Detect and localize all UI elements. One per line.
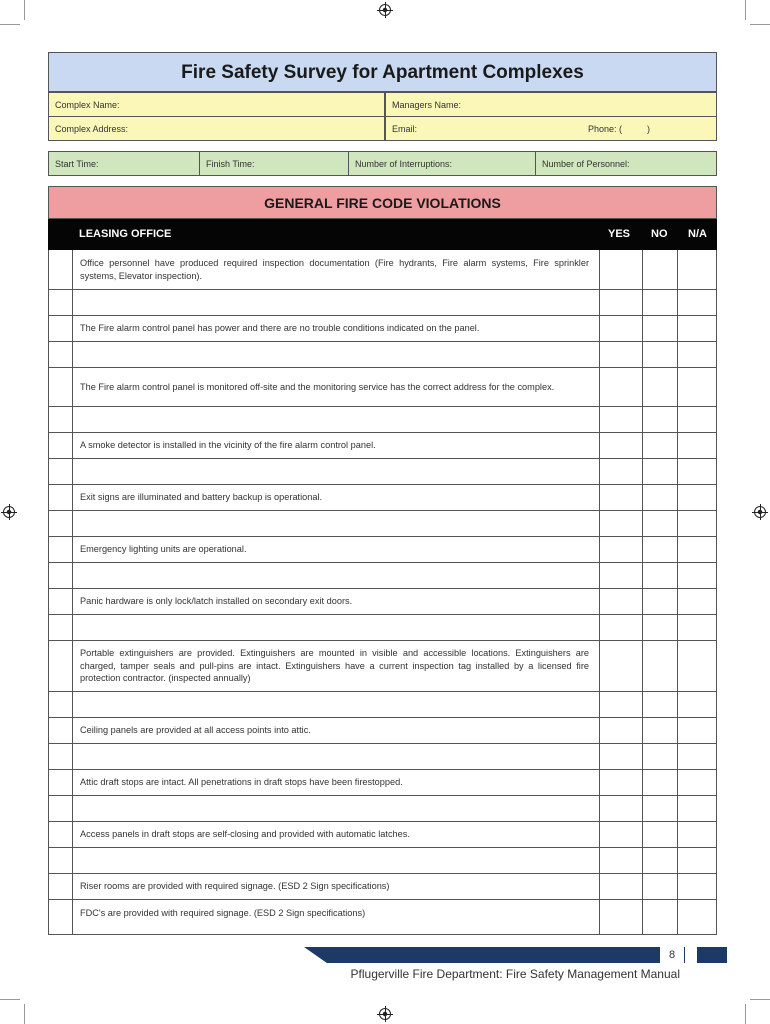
table-row xyxy=(49,873,716,899)
row-text: Riser rooms are provided with required signage. (ESD 2 Sign specifications) xyxy=(73,874,600,899)
footer-block xyxy=(697,947,727,963)
section-heading: GENERAL FIRE CODE VIOLATIONS xyxy=(48,186,717,219)
yes-checkbox[interactable] xyxy=(600,433,643,458)
row-text xyxy=(73,615,600,640)
registration-mark-icon xyxy=(754,506,766,518)
na-checkbox[interactable] xyxy=(678,615,717,640)
no-checkbox[interactable] xyxy=(643,822,678,847)
na-checkbox[interactable] xyxy=(678,433,717,458)
table-row xyxy=(49,510,716,536)
no-checkbox[interactable] xyxy=(643,744,678,769)
yes-checkbox[interactable] xyxy=(600,368,643,406)
yes-checkbox[interactable] xyxy=(600,615,643,640)
row-text xyxy=(73,511,600,536)
no-checkbox[interactable] xyxy=(643,848,678,873)
yes-checkbox[interactable] xyxy=(600,459,643,484)
yes-checkbox[interactable] xyxy=(600,770,643,795)
checklist-table xyxy=(48,250,717,935)
row-text xyxy=(73,290,600,315)
row-text: Office personnel have produced required inspection documentation (Fire hydrants, Fire alarm systems, Fire sprinkler systems, Elevator inspection). xyxy=(73,250,600,289)
table-row xyxy=(49,640,716,691)
table-row xyxy=(49,367,716,406)
na-checkbox[interactable] xyxy=(678,589,717,614)
complex-address-field[interactable] xyxy=(48,116,385,141)
na-header: N/A xyxy=(688,228,707,240)
no-checkbox[interactable] xyxy=(643,368,678,406)
yes-checkbox[interactable] xyxy=(600,874,643,899)
yes-checkbox[interactable] xyxy=(600,342,643,367)
no-checkbox[interactable] xyxy=(643,874,678,899)
row-text xyxy=(73,459,600,484)
yes-checkbox[interactable] xyxy=(600,537,643,562)
yes-checkbox[interactable] xyxy=(600,641,643,691)
email-field[interactable] xyxy=(385,116,717,141)
complex-name-label: Complex Name: xyxy=(55,99,120,110)
no-checkbox[interactable] xyxy=(643,563,678,588)
manual-title: Pflugerville Fire Department: Fire Safety Management Manual xyxy=(350,967,680,981)
na-checkbox[interactable] xyxy=(678,770,717,795)
registration-mark-icon xyxy=(379,1008,391,1020)
crop-mark xyxy=(745,1004,746,1024)
no-checkbox[interactable] xyxy=(643,459,678,484)
start-time-label: Start Time: xyxy=(55,158,99,169)
na-checkbox[interactable] xyxy=(678,848,717,873)
managers-name-field[interactable] xyxy=(385,92,717,117)
yes-checkbox[interactable] xyxy=(600,316,643,341)
row-text xyxy=(73,796,600,821)
no-checkbox[interactable] xyxy=(643,511,678,536)
table-row xyxy=(49,847,716,873)
na-checkbox[interactable] xyxy=(678,316,717,341)
crop-mark xyxy=(0,24,20,25)
no-checkbox[interactable] xyxy=(643,641,678,691)
crop-mark xyxy=(0,999,20,1000)
table-row xyxy=(49,743,716,769)
na-checkbox[interactable] xyxy=(678,744,717,769)
no-checkbox[interactable] xyxy=(643,485,678,510)
no-checkbox[interactable] xyxy=(643,718,678,743)
yes-checkbox[interactable] xyxy=(600,796,643,821)
registration-mark-icon xyxy=(3,506,15,518)
yes-checkbox[interactable] xyxy=(600,589,643,614)
na-checkbox[interactable] xyxy=(678,290,717,315)
crop-mark xyxy=(24,1004,25,1024)
finish-time-field[interactable] xyxy=(199,151,349,176)
no-checkbox[interactable] xyxy=(643,290,678,315)
table-row xyxy=(49,795,716,821)
page-number: 8 xyxy=(660,947,684,963)
table-row xyxy=(49,614,716,640)
no-checkbox[interactable] xyxy=(643,900,678,934)
na-checkbox[interactable] xyxy=(678,641,717,691)
table-row xyxy=(49,691,716,717)
na-checkbox[interactable] xyxy=(678,900,717,934)
personnel-label: Number of Personnel: xyxy=(542,158,630,169)
yes-header: YES xyxy=(608,228,631,240)
managers-name-label: Managers Name: xyxy=(392,99,462,110)
yes-checkbox[interactable] xyxy=(600,718,643,743)
table-row xyxy=(49,458,716,484)
no-checkbox[interactable] xyxy=(643,589,678,614)
row-text: A smoke detector is installed in the vicinity of the fire alarm control panel. xyxy=(73,433,600,458)
crop-mark xyxy=(750,999,770,1000)
row-text: Exit signs are illuminated and battery backup is operational. xyxy=(73,485,600,510)
yes-checkbox[interactable] xyxy=(600,822,643,847)
na-checkbox[interactable] xyxy=(678,537,717,562)
row-text xyxy=(73,692,600,717)
interruptions-field[interactable] xyxy=(348,151,536,176)
no-header: NO xyxy=(651,228,668,240)
na-checkbox[interactable] xyxy=(678,459,717,484)
na-checkbox[interactable] xyxy=(678,563,717,588)
row-text: Access panels in draft stops are self-closing and provided with automatic latches. xyxy=(73,822,600,847)
no-checkbox[interactable] xyxy=(643,615,678,640)
yes-checkbox[interactable] xyxy=(600,744,643,769)
table-row xyxy=(49,406,716,432)
table-row xyxy=(49,588,716,614)
yes-checkbox[interactable] xyxy=(600,407,643,432)
table-row xyxy=(49,821,716,847)
no-checkbox[interactable] xyxy=(643,770,678,795)
no-checkbox[interactable] xyxy=(643,537,678,562)
na-checkbox[interactable] xyxy=(678,718,717,743)
page-title: Fire Safety Survey for Apartment Complexes xyxy=(48,52,717,92)
table-row xyxy=(49,484,716,510)
table-row xyxy=(49,769,716,795)
na-checkbox[interactable] xyxy=(678,368,717,406)
row-text: FDC's are provided with required signage. (ESD 2 Sign specifications) xyxy=(73,900,600,934)
yes-checkbox[interactable] xyxy=(600,692,643,717)
na-checkbox[interactable] xyxy=(678,796,717,821)
na-checkbox[interactable] xyxy=(678,485,717,510)
yes-checkbox[interactable] xyxy=(600,848,643,873)
start-time-field[interactable] xyxy=(48,151,200,176)
crop-mark xyxy=(745,0,746,20)
na-checkbox[interactable] xyxy=(678,692,717,717)
personnel-field[interactable] xyxy=(535,151,717,176)
table-row xyxy=(49,536,716,562)
yes-checkbox[interactable] xyxy=(600,563,643,588)
crop-mark xyxy=(24,0,25,20)
table-row xyxy=(49,315,716,341)
row-text: Emergency lighting units are operational. xyxy=(73,537,600,562)
yes-checkbox[interactable] xyxy=(600,511,643,536)
table-header xyxy=(48,219,717,250)
no-checkbox[interactable] xyxy=(643,796,678,821)
row-text: Panic hardware is only lock/latch installed on secondary exit doors. xyxy=(73,589,600,614)
table-row xyxy=(49,562,716,588)
na-checkbox[interactable] xyxy=(678,874,717,899)
table-row xyxy=(49,717,716,743)
complex-name-field[interactable] xyxy=(48,92,385,117)
row-text xyxy=(73,407,600,432)
na-checkbox[interactable] xyxy=(678,342,717,367)
na-checkbox[interactable] xyxy=(678,407,717,432)
na-checkbox[interactable] xyxy=(678,511,717,536)
row-text: Portable extinguishers are provided. Extinguishers are mounted in visible and accessible locations. Extinguishers are charged, tamper seals and pull-pins are intact. Extinguishers have a current inspection tag installed by a licensed fire protection contractor. (inspected annually) xyxy=(73,641,600,691)
no-checkbox[interactable] xyxy=(643,342,678,367)
row-text xyxy=(73,563,600,588)
registration-mark-icon xyxy=(379,4,391,16)
interruptions-label: Number of Interruptions: xyxy=(355,158,453,169)
yes-checkbox[interactable] xyxy=(600,250,643,289)
yes-checkbox[interactable] xyxy=(600,900,643,934)
no-checkbox[interactable] xyxy=(643,316,678,341)
phone-label: Phone: ( ) xyxy=(588,123,651,134)
row-text xyxy=(73,744,600,769)
row-text xyxy=(73,848,600,873)
no-checkbox[interactable] xyxy=(643,407,678,432)
na-checkbox[interactable] xyxy=(678,250,717,289)
category-header: LEASING OFFICE xyxy=(79,228,172,240)
complex-address-label: Complex Address: xyxy=(55,123,129,134)
row-text: Attic draft stops are intact. All penetrations in draft stops have been firestopped. xyxy=(73,770,600,795)
row-text xyxy=(73,342,600,367)
crop-mark xyxy=(750,24,770,25)
finish-time-label: Finish Time: xyxy=(206,158,255,169)
yes-checkbox[interactable] xyxy=(600,485,643,510)
yes-checkbox[interactable] xyxy=(600,290,643,315)
row-text: The Fire alarm control panel is monitored off-site and the monitoring service has the correct address for the complex. xyxy=(73,368,600,406)
email-label: Email: xyxy=(392,123,418,134)
table-row xyxy=(49,341,716,367)
na-checkbox[interactable] xyxy=(678,822,717,847)
no-checkbox[interactable] xyxy=(643,433,678,458)
no-checkbox[interactable] xyxy=(643,692,678,717)
row-text: The Fire alarm control panel has power and there are no trouble conditions indicated on the panel. xyxy=(73,316,600,341)
table-row xyxy=(49,899,716,934)
table-row xyxy=(49,432,716,458)
footer-bar xyxy=(304,947,685,963)
table-row xyxy=(49,250,716,289)
table-row xyxy=(49,289,716,315)
row-text: Ceiling panels are provided at all access points into attic. xyxy=(73,718,600,743)
no-checkbox[interactable] xyxy=(643,250,678,289)
